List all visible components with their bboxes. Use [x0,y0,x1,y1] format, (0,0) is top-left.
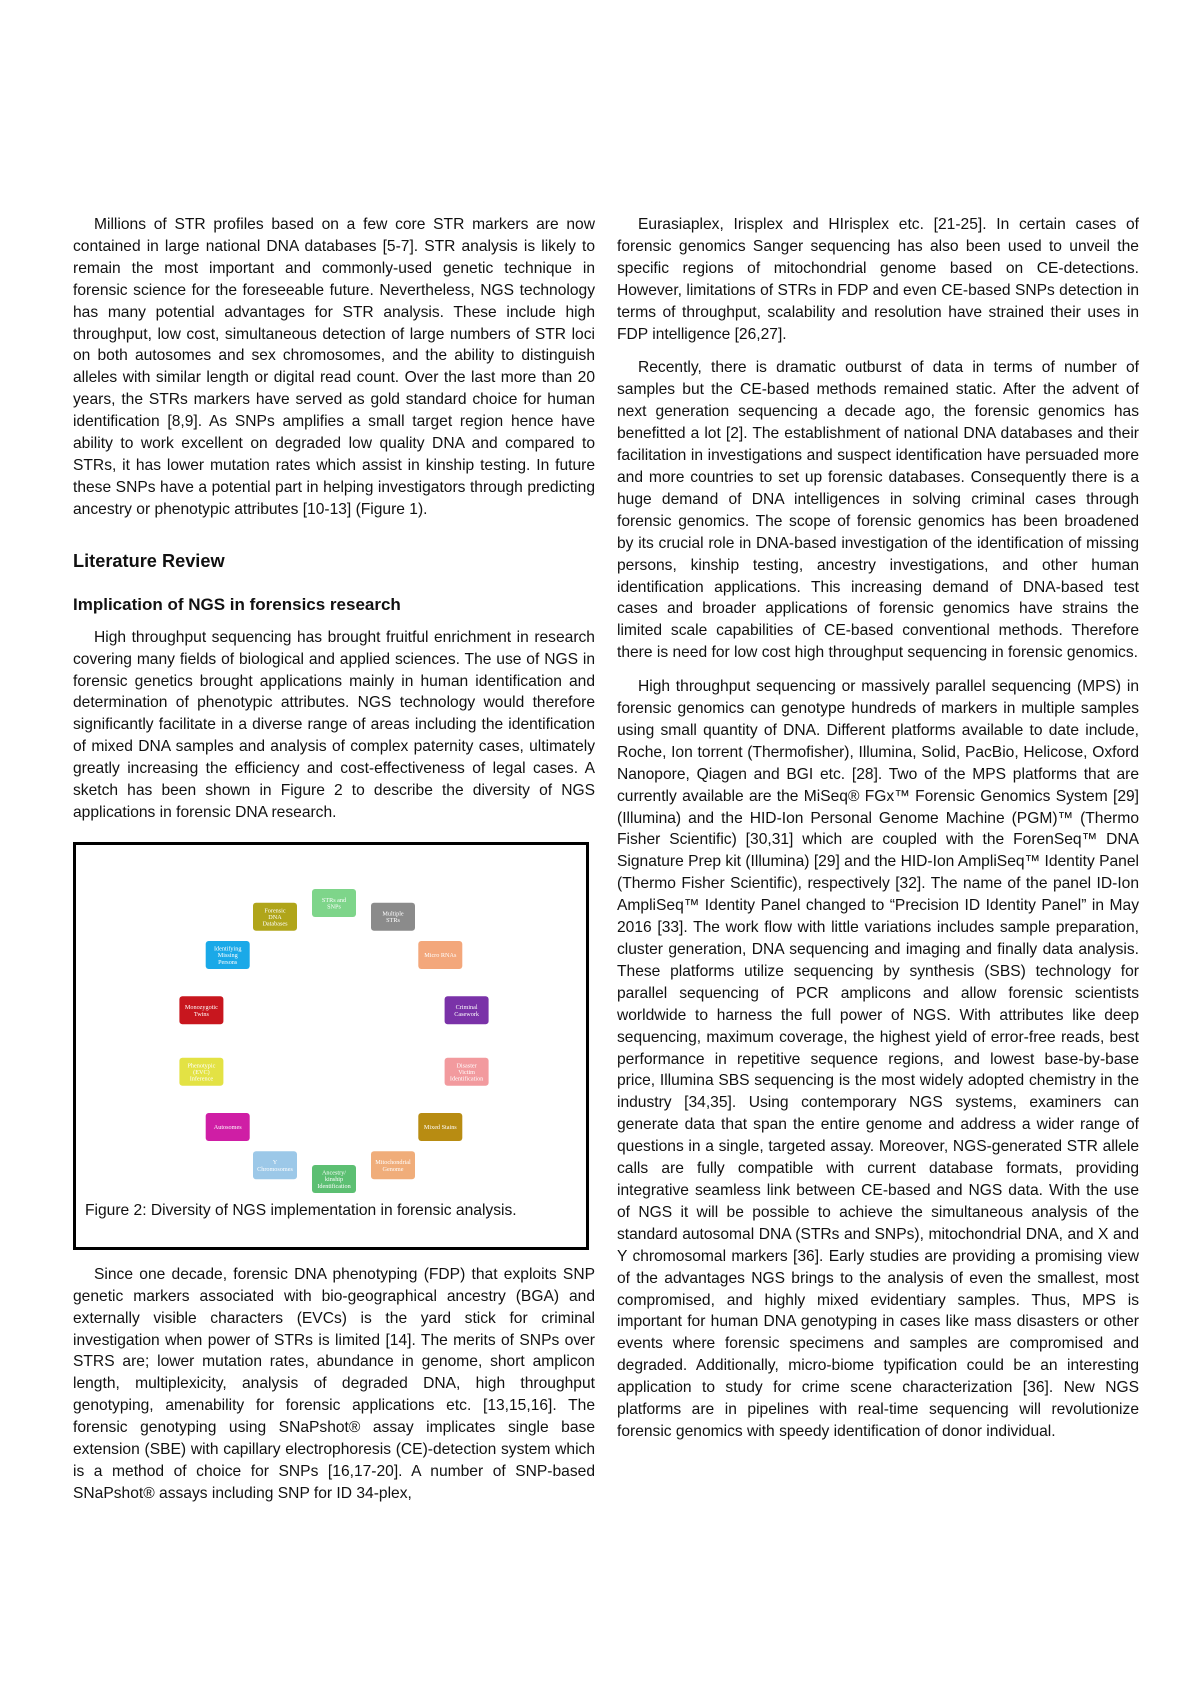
diagram-node-label: Missing [217,952,238,960]
diagram-node-label: Forensic [264,907,286,915]
right-column [617,214,1139,1443]
diagram-node [253,1151,297,1179]
diagram-node-label: Identification [449,1075,484,1083]
diagram-node [445,996,489,1024]
diagram-node-label: SNPs [327,903,341,911]
diagram-node-label: Identifying [213,945,242,953]
diagram-node-label: Y [272,1159,278,1167]
diagram-node [418,941,462,969]
paragraph-fdp: Since one decade, forensic DNA phenotyping (FDP) that exploits SNP genetic markers associated with bio-geographical ancestry (BGA) and externally visible characters (EVCs) is the yard stick for criminal investigation when power of STRs is limited [14]. The merits of SNPs over STRS are; lower mutation rates, abundance in genome, short amplicon length, multiplexicity, analysis of degraded DNA, high throughput genotyping, amenability for forensic applications etc. [13,15,16]. The forensic genotyping using SNaPshot® assay implicates single base extension (SBE) with capillary electrophoresis (CE)-detection system which is a method of choice for SNPs [16,17-20]. A number of SNP-based SNaPshot® assays including SNP for ID 34-plex, [73,1265,595,1502]
diagram-node-label: STRs [386,917,400,925]
diagram-node [445,1058,489,1086]
diagram-node-label: (EVC) [193,1068,210,1076]
diagram-node-label: Phenotypic [187,1062,216,1070]
diagram-node-label: Identification [317,1182,351,1190]
diagram-node [179,996,223,1024]
diagram-node-label: Criminal [455,1004,478,1012]
diagram-node-label: Genome [382,1165,404,1173]
diagram-node [179,1058,223,1086]
diagram-node-label: Monozygotic [184,1004,218,1012]
heading-literature-review: Literature Review [73,550,225,571]
diagram-node-label: Autosomes [213,1124,242,1132]
diagram-node-label: Databases [262,920,288,928]
diagram-node [371,1151,415,1179]
diagram-node [312,889,356,917]
diagram-node-label: Persons [218,958,238,966]
paragraph-mps: High throughput sequencing or massively parallel sequencing (MPS) in forensic genomics can genotype hundreds of markers in multiple samples using small quantity of DNA. Different platforms available to date include, Roche, Ion torrent (Thermofisher), Illumina, Solid, PacBio, Helicose, Oxford Nanopore, Qiagen and BGI etc. [28]. Two of the MPS platforms that are currently available are the MiSeq® FGx™ Forensic Genomics System [29] (Illumina) and the HID-Ion Personal Genome Machine (PGM)™ (Thermo Fisher Scientific) [30,31] which are coupled with the ForenSeq™ DNA Signature Prep kit (Illumina) [29] and the HID-Ion AmpliSeq™ Identity Panel (Thermo Fisher Scientific), respectively [32]. The name of the panel ID-Ion AmpliSeq™ Identity Panel changed to “Precision ID Identity Panel” in May 2016 [33]. The work flow with little variations includes sample preparation, cluster generation, DNA sequencing and imaging and finally data analysis. These platforms utilize sequencing by synthesis (SBS) technology for parallel sequencing of PCR amplicons and allow forensic scientists worldwide to harness the full power of NGS. With attributes like deep sequencing, maximum coverage, the highest yield of error-free reads, best performance in repetitive sequence regions, and lowest base-by-base price, Illumina SBS sequencing is the most widely adopted chemistry in the industry [34,35]. Using contemporary NGS systems, examiners can generate data that span the entire genome and address a wider range of questions in a single, targeted assay. Moreover, NGS-generated STR allele calls are fully compatible with current database formats, providing integrative seamless link between CE-based and NGS data. With the use of NGS it will be possible to achieve the simultaneous analysis of the standard autosomal DNA (STRs and SNPs), mitochondrial DNA, and X and Y chromosomal markers [36]. Early studies are providing a promising view of the advantages NGS brings to the analysis of even the smallest, most compromised, and highly mixed evidentiary samples. Thus, MPS is important for human DNA genotyping in cases like mass disasters or other events where forensic specimens and samples are compromised and degraded. Additionally, micro-biome typification could be an interesting application to study for crime scene characterization [36]. New NGS platforms are in pipelines with real-time sequencing will revolutionize forensic genomics with speedy identification of donor individual. [617,678,1139,1440]
diagram-node [206,1113,250,1141]
paragraph-high-throughput: High throughput sequencing has brought fruitful enrichment in research covering many fields of biological and applied sciences. The use of NGS in forensic genetics brought applications mainly in human identification and determination of phenotypic attributes. NGS technology would therefore significantly facilitate in a diverse range of areas including the identification of mixed DNA samples and analysis of complex paternity cases, ultimately greatly increasing the efficiency and cost-effectiveness of legal cases. A sketch has been shown in Figure 2 to describe the diversity of NGS applications in forensic DNA research. [73,628,595,821]
diagram-node-label: STRs and [321,896,347,904]
diagram-node-label: Casework [454,1010,479,1018]
diagram-node [253,903,297,931]
paragraph-data-outburst: Recently, there is dramatic outburst of data in terms of number of samples but the CE-based methods remained static. After the advent of next generation sequencing a decade ago, the forensic genomics has benefitted a lot [2]. The establishment of national DNA databases and their facilitation in investigations and suspect identification have persuaded more and more countries to set up forensic databases. Consequently there is a huge demand of DNA intelligences in solving criminal cases through forensic genomics. The scope of forensic genomics has been broadened by its crucial role in DNA-based investigation of the identification of missing persons, kinship testing, ancestry investigations, and other human identification applications. This increasing demand of DNA-based test cases and broader applications of forensic genomics have strains the limited scale capabilities of CE-based conventional methods. Therefore there is need for low cost high throughput sequencing in forensic genomics. [617,359,1139,662]
diagram-node-label: Twins [193,1010,209,1018]
diagram-node-label: Multiple [382,910,404,918]
diagram-node [312,1165,356,1193]
diagram-node [206,941,250,969]
diagram-node [418,1113,462,1141]
diagram-node [371,903,415,931]
paragraph-str-profiles: Millions of STR profiles based on a few core STR markers are now contained in large national DNA databases [5-7]. STR analysis is likely to remain the most important and commonly-used genetic technique in forensic science for the foreseeable future. Nevertheless, NGS technology has many potential advantages for STR analysis. These include high throughput, low cost, simultaneous detection of large numbers of STR loci on both autosomes and sex chromosomes, and the ability to distinguish alleles with similar length or digital read count. Over the last more than 20 years, the STRs markers have served as gold standard choice for human identification [8,9]. As SNPs amplifies a small target region hence have ability to work excellent on degraded low quality DNA and compared to STRs, it has lower mutation rates which assist in kinship testing. In future these SNPs have a potential part in helping investigators through predicting ancestry or phenotypic attributes [10-13] (Figure 1). [73,216,595,518]
diagram-node-label: Mitochondrial [375,1159,411,1167]
diagram-node-label: Disaster [456,1062,477,1070]
left-column [73,214,595,1505]
figure-2-caption: Figure 2: Diversity of NGS implementation in forensic analysis. [85,1201,517,1219]
heading-implication-ngs: Implication of NGS in forensics research [73,594,401,614]
diagram-node-label: DNA [268,913,282,921]
diagram-node-label: Ancestry/ [321,1169,347,1177]
paragraph-eurasiaplex: Eurasiaplex, Irisplex and HIrisplex etc. [21-25]. In certain cases of forensic genomics Sanger sequencing has also been used to unveil the specific regions of mitochondrial genome based on CE-detections. However, limitations of STRs in FDP and even CE-based SNPs detection in terms of throughput, scalability and resolution have strained their uses in FDP intelligence [26,27]. [617,216,1139,343]
diagram-node-label: Micro RNAs [424,952,457,960]
diagram-node-label: kinship [324,1176,344,1184]
diagram-node-label: Chromosomes [257,1165,293,1173]
diagram-node-label: Mixed Stains [423,1124,457,1132]
diagram-node-label: Inference [189,1075,214,1083]
figure-2-diagram [76,845,586,1195]
diagram-node-label: Victim [458,1068,476,1076]
figure-2 [73,842,589,1250]
